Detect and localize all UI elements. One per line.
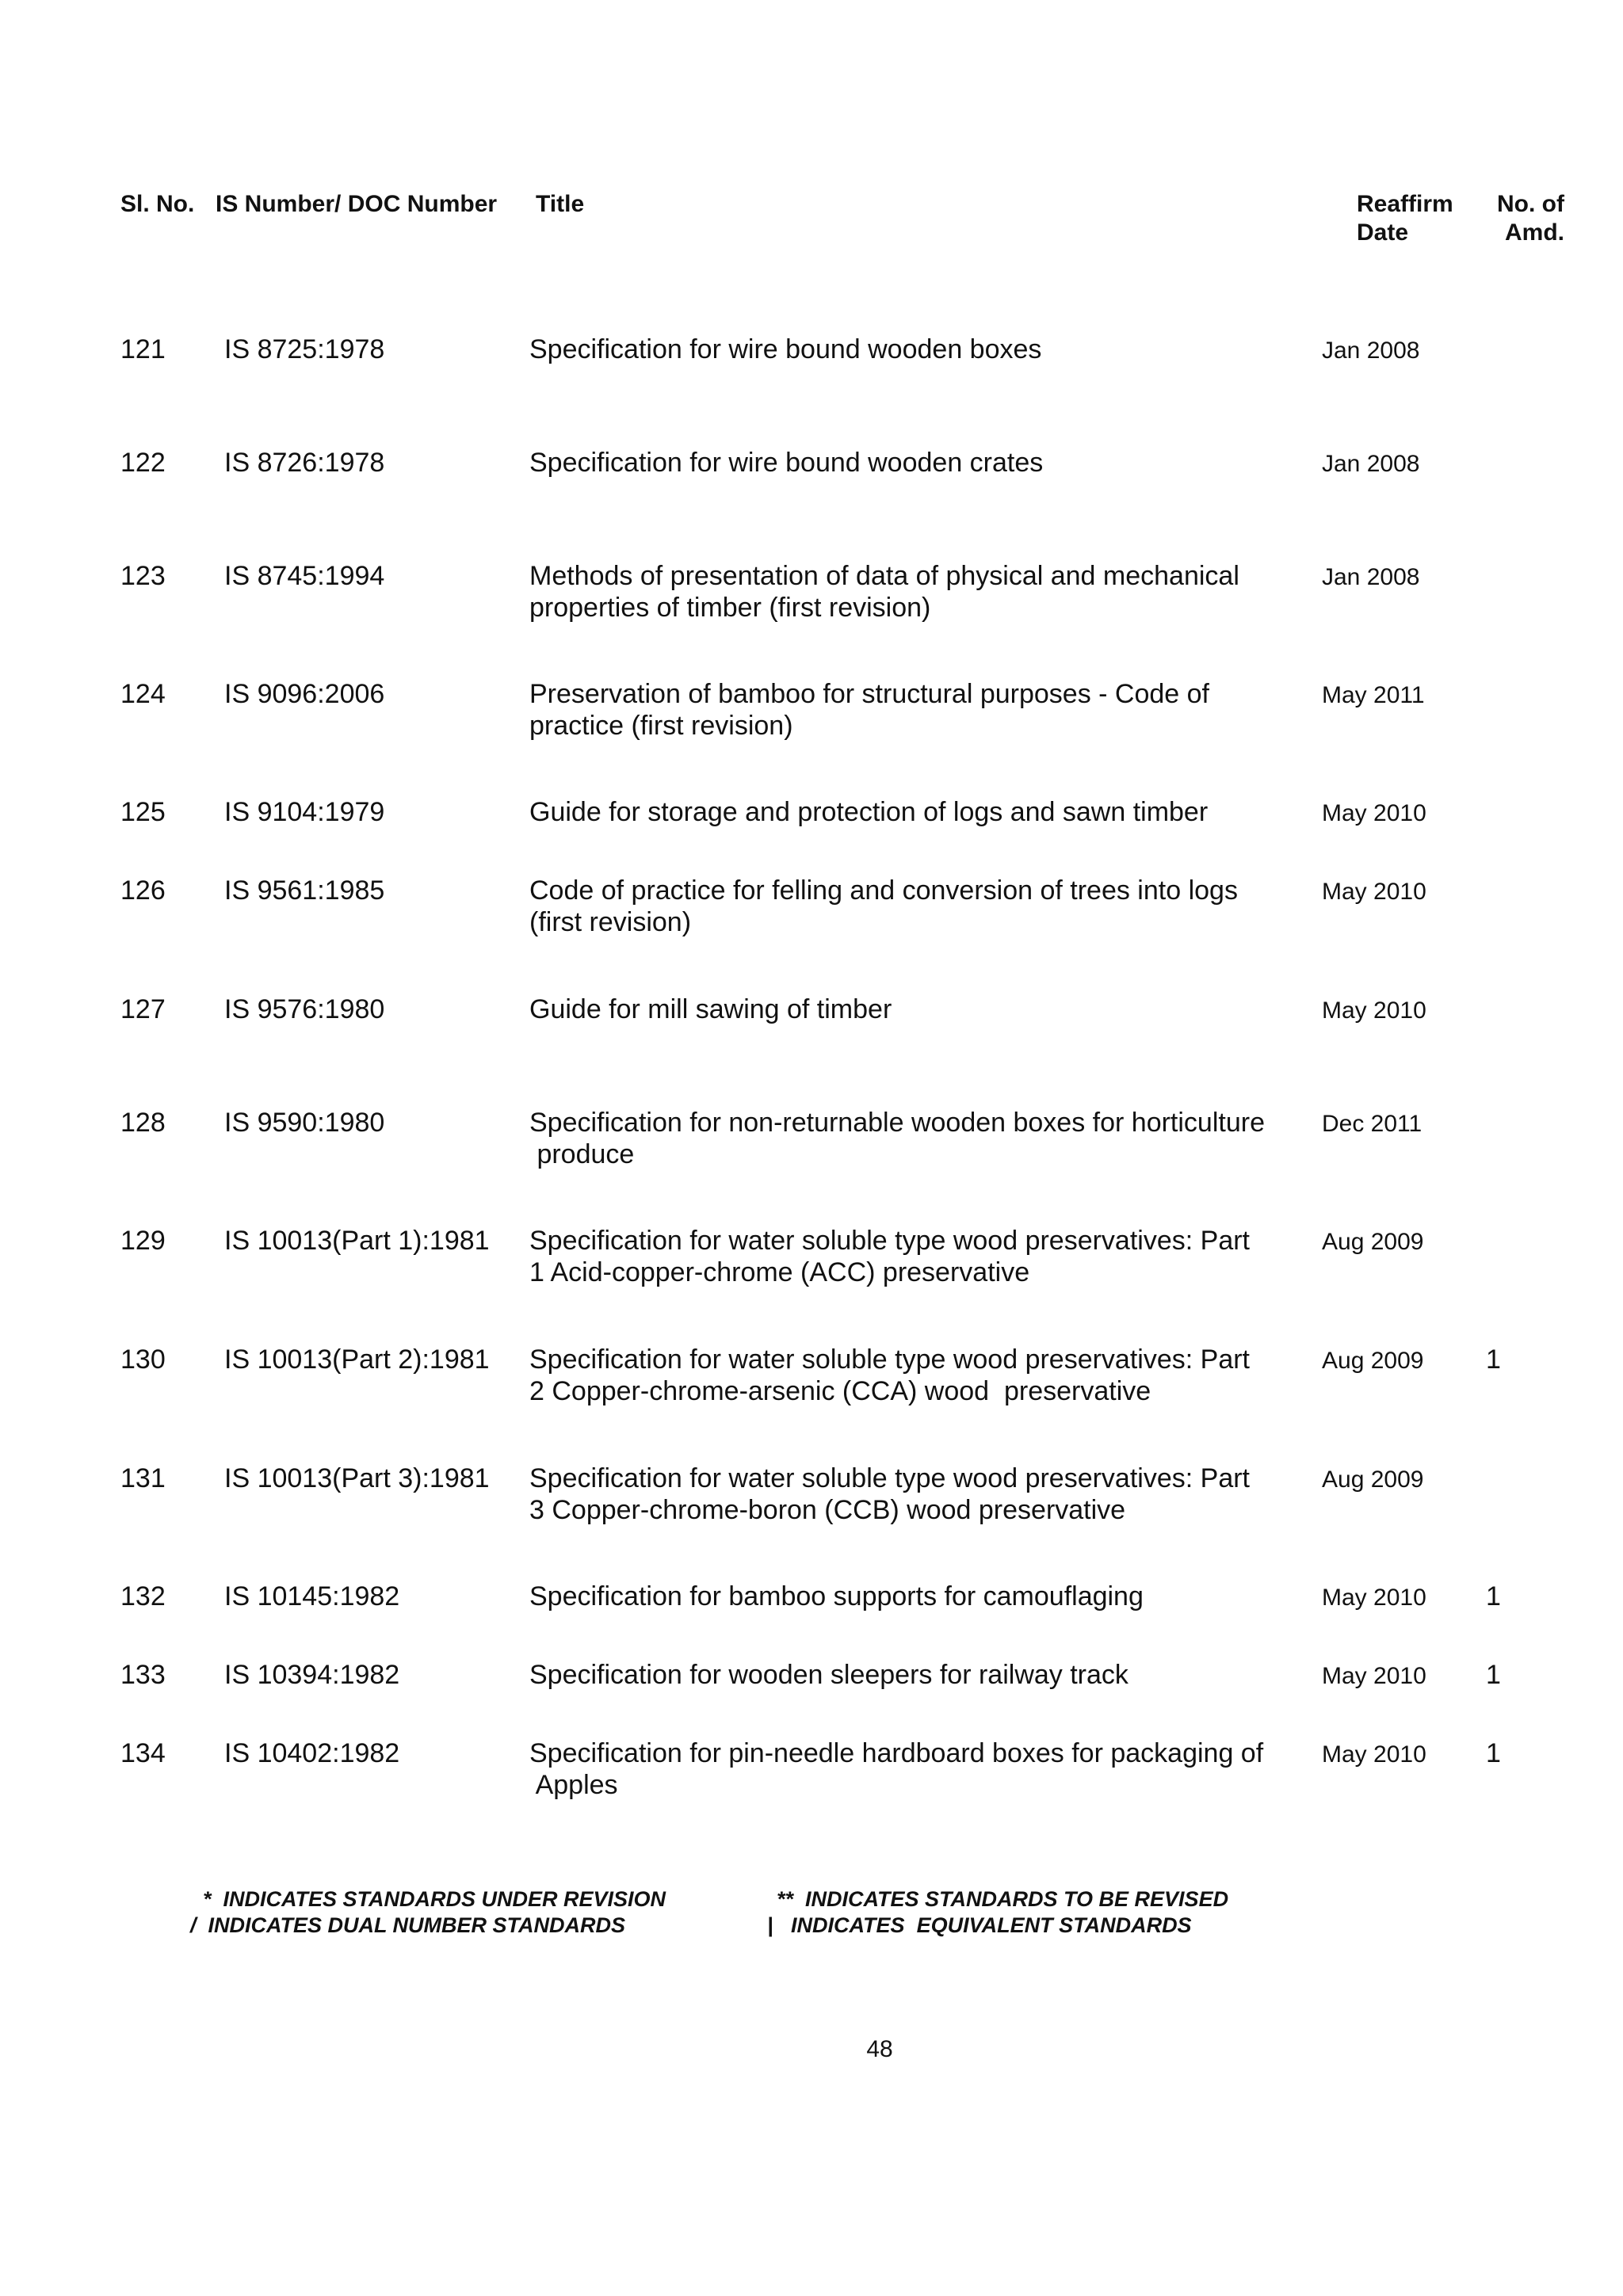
reaffirm-date-cell: Jan 2008 bbox=[1322, 451, 1420, 477]
title-line: produce bbox=[529, 1139, 635, 1169]
legend-under-revision: * INDICATES STANDARDS UNDER REVISION bbox=[203, 1887, 666, 1911]
sl-no-cell: 126 bbox=[120, 875, 166, 906]
sl-no-cell: 128 bbox=[120, 1108, 166, 1138]
is-number-cell: IS 10013(Part 1):1981 bbox=[224, 1226, 490, 1256]
title-line: Methods of presentation of data of physical and mechanical bbox=[529, 561, 1239, 591]
sl-no-cell: 121 bbox=[120, 334, 166, 364]
title-cell bbox=[529, 994, 1274, 1025]
title-cell bbox=[529, 447, 1274, 479]
header-reaffirm-line-1: Reaffirm bbox=[1357, 191, 1453, 217]
title-line: Specification for water soluble type wood preservatives: Part bbox=[529, 1226, 1251, 1256]
title-line: Guide for storage and protection of logs and sawn timber bbox=[529, 797, 1209, 827]
is-number-cell: IS 9104:1979 bbox=[224, 797, 385, 827]
is-number-cell: IS 8726:1978 bbox=[224, 448, 385, 478]
title-cell bbox=[529, 1581, 1274, 1612]
is-number-cell: IS 9590:1980 bbox=[224, 1108, 385, 1138]
reaffirm-date-cell: Jan 2008 bbox=[1322, 338, 1420, 364]
amd-cell: 1 bbox=[1486, 1738, 1501, 1768]
title-line: Apples bbox=[529, 1770, 618, 1800]
is-number-cell: IS 9576:1980 bbox=[224, 994, 385, 1024]
sl-no-cell: 134 bbox=[120, 1738, 166, 1768]
title-line: practice (first revision) bbox=[529, 711, 793, 741]
header-is-number: IS Number/ DOC Number bbox=[216, 191, 498, 217]
header-amd-line-2: Amd. bbox=[1505, 219, 1564, 246]
title-line: (first revision) bbox=[529, 907, 692, 937]
reaffirm-date-cell: May 2010 bbox=[1322, 800, 1426, 826]
header-sl-no: Sl. No. bbox=[120, 191, 195, 217]
is-number-cell: IS 10145:1982 bbox=[224, 1581, 400, 1611]
header-amd-line-1: No. of bbox=[1497, 191, 1564, 217]
reaffirm-date-cell: Aug 2009 bbox=[1322, 1466, 1424, 1493]
reaffirm-date-cell: May 2010 bbox=[1322, 879, 1426, 905]
sl-no-cell: 124 bbox=[120, 679, 166, 709]
is-number-cell: IS 10402:1982 bbox=[224, 1738, 400, 1768]
is-number-cell: IS 9096:2006 bbox=[224, 679, 385, 709]
reaffirm-date-cell: Aug 2009 bbox=[1322, 1229, 1424, 1255]
legend-to-be-revised: ** INDICATES STANDARDS TO BE REVISED bbox=[777, 1887, 1229, 1911]
title-cell bbox=[529, 560, 1274, 624]
header-no-of-amd bbox=[1488, 190, 1564, 247]
title-cell bbox=[529, 678, 1274, 742]
title-line: Specification for wooden sleepers for railway track bbox=[529, 1660, 1128, 1690]
is-number-cell: IS 8745:1994 bbox=[224, 561, 385, 591]
sl-no-cell: 125 bbox=[120, 797, 166, 827]
title-line: Specification for pin-needle hardboard boxes for packaging of bbox=[529, 1738, 1264, 1768]
header-reaffirm-line-2: Date bbox=[1357, 219, 1409, 246]
amd-cell: 1 bbox=[1486, 1581, 1501, 1611]
title-line: Specification for water soluble type wood preservatives: Part bbox=[529, 1344, 1251, 1375]
header-reaffirm-date bbox=[1357, 190, 1453, 247]
page-number: 48 bbox=[866, 2036, 893, 2062]
sl-no-cell: 133 bbox=[120, 1660, 166, 1690]
title-cell bbox=[529, 796, 1274, 828]
sl-no-cell: 131 bbox=[120, 1463, 166, 1493]
title-line: 1 Acid-copper-chrome (ACC) preservative bbox=[529, 1257, 1030, 1287]
title-line: 2 Copper-chrome-arsenic (CCA) wood preservative bbox=[529, 1376, 1151, 1406]
sl-no-cell: 122 bbox=[120, 448, 166, 478]
is-number-cell: IS 10013(Part 3):1981 bbox=[224, 1463, 490, 1493]
reaffirm-date-cell: May 2010 bbox=[1322, 1663, 1426, 1689]
sl-no-cell: 129 bbox=[120, 1226, 166, 1256]
sl-no-cell: 123 bbox=[120, 561, 166, 591]
title-line: properties of timber (first revision) bbox=[529, 593, 931, 623]
title-line: Specification for non-returnable wooden boxes for horticulture bbox=[529, 1108, 1265, 1138]
title-cell bbox=[529, 1225, 1274, 1288]
amd-cell: 1 bbox=[1486, 1344, 1501, 1375]
title-cell bbox=[529, 1463, 1274, 1526]
reaffirm-date-cell: May 2011 bbox=[1322, 682, 1425, 708]
sl-no-cell: 132 bbox=[120, 1581, 166, 1611]
legend-dual-number: / INDICATES DUAL NUMBER STANDARDS bbox=[190, 1913, 626, 1937]
sl-no-cell: 127 bbox=[120, 994, 166, 1024]
title-line: 3 Copper-chrome-boron (CCB) wood preservative bbox=[529, 1495, 1126, 1525]
title-cell bbox=[529, 1344, 1274, 1407]
title-line: Specification for water soluble type wood preservatives: Part bbox=[529, 1463, 1251, 1493]
sl-no-cell: 130 bbox=[120, 1344, 166, 1375]
title-line: Specification for wire bound wooden crates bbox=[529, 448, 1044, 478]
title-cell bbox=[529, 1107, 1274, 1170]
title-line: Specification for bamboo supports for camouflaging bbox=[529, 1581, 1144, 1611]
reaffirm-date-cell: Dec 2011 bbox=[1322, 1111, 1423, 1137]
title-cell bbox=[529, 875, 1274, 938]
legend-equivalent: | INDICATES EQUIVALENT STANDARDS bbox=[767, 1913, 1192, 1937]
reaffirm-date-cell: Jan 2008 bbox=[1322, 564, 1420, 590]
header-title: Title bbox=[536, 191, 585, 217]
is-number-cell: IS 9561:1985 bbox=[224, 875, 385, 906]
reaffirm-date-cell: May 2010 bbox=[1322, 1585, 1426, 1611]
title-cell bbox=[529, 1659, 1274, 1691]
reaffirm-date-cell: May 2010 bbox=[1322, 1741, 1426, 1768]
title-line: Specification for wire bound wooden boxes bbox=[529, 334, 1042, 364]
title-cell bbox=[529, 1737, 1274, 1801]
is-number-cell: IS 10394:1982 bbox=[224, 1660, 400, 1690]
reaffirm-date-cell: May 2010 bbox=[1322, 997, 1426, 1024]
title-line: Guide for mill sawing of timber bbox=[529, 994, 892, 1024]
title-cell bbox=[529, 334, 1274, 365]
is-number-cell: IS 8725:1978 bbox=[224, 334, 385, 364]
title-line: Code of practice for felling and conversion of trees into logs bbox=[529, 875, 1238, 906]
is-number-cell: IS 10013(Part 2):1981 bbox=[224, 1344, 490, 1375]
reaffirm-date-cell: Aug 2009 bbox=[1322, 1348, 1424, 1374]
title-line: Preservation of bamboo for structural purposes - Code of bbox=[529, 679, 1209, 709]
amd-cell: 1 bbox=[1486, 1660, 1501, 1690]
